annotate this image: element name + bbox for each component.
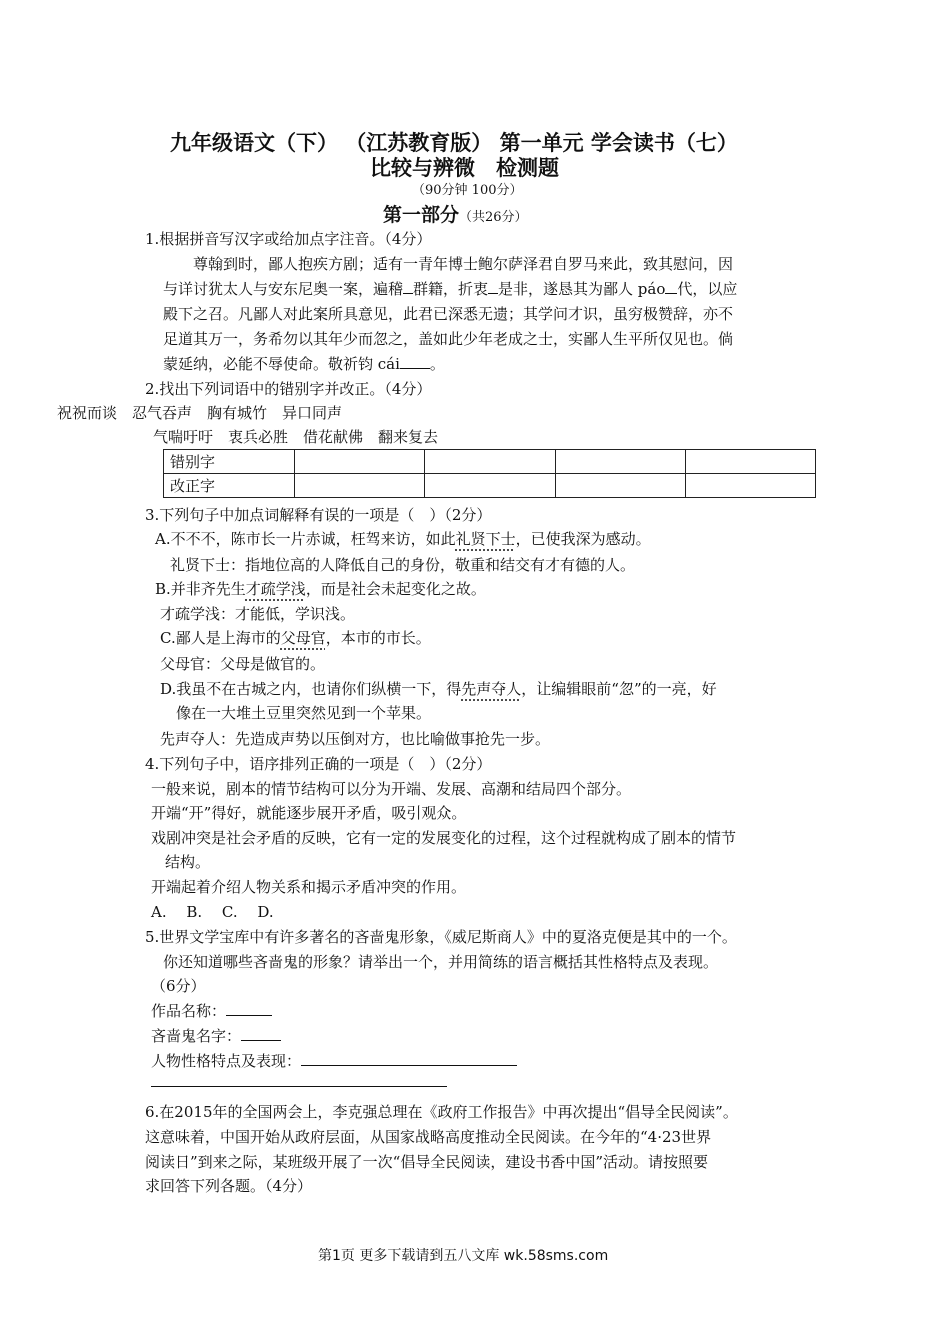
table-row: [164, 474, 816, 498]
q3-d-explanation: 先声夺人：先造成声势以压倒对方，也比喻做事抢先一步。: [160, 730, 551, 748]
q1-passage-line1: 尊翰到时，鄙人抱疾方剧；适有一青年博士鲍尔萨泽君自罗马来此，致其慰问，因: [193, 255, 734, 273]
row-label-wrong: 错别字: [164, 450, 295, 474]
q5-traits-label: 人物性格特点及表现：: [151, 1052, 302, 1070]
q3-c-post: ，本市的市长。: [325, 629, 431, 647]
q1-passage-line5: [163, 352, 445, 376]
q2-stem: 2.找出下列词语中的错别字并改正。（4分）: [145, 380, 432, 398]
doc-subtitle: （90分钟 100分）: [412, 183, 523, 198]
q3-a-pre: A.不不不，陈市长一片赤诚，枉驾来访，如此: [155, 530, 456, 548]
q3-option-b: [155, 577, 486, 601]
q2-words-line2: 气喘吁吁 衷兵必胜 借花献佛 翻来复去: [153, 428, 439, 446]
correction-table: [163, 449, 816, 498]
answer-cell[interactable]: [685, 474, 815, 498]
q4-stem: 4.下列句子中，语序排列正确的一项是（ ）（2分）: [145, 755, 492, 773]
q4-sentence-4: 开端起着介绍人物关系和揭示矛盾冲突的作用。: [151, 878, 467, 896]
q3-b-dotted: 才疏学浅: [245, 580, 306, 598]
q3-c-pre: C.鄙人是上海市的: [160, 629, 281, 647]
q3-a-explanation: 礼贤下士：指地位高的人降低自己的身份，敬重和结交有才有德的人。: [170, 556, 636, 574]
q2-words-line1: 祝祝而谈 忍气吞声 胸有城竹 异口同声: [57, 404, 343, 422]
q5-traits-field: [151, 1049, 517, 1073]
table-row: [164, 450, 816, 474]
q4-sentence-3: 戏剧冲突是社会矛盾的反映，它有一定的发展变化的过程，这个过程就构成了剧本的情节: [151, 829, 737, 847]
q3-c-dotted: 父母官: [280, 629, 326, 647]
q3-b-explanation: 才疏学浅：才能低，学识浅。: [160, 605, 356, 623]
q6-line3: 阅读日”到来之际，某班级开展了一次“倡导全民阅读，建设书香中国”活动。请按照要: [145, 1153, 709, 1171]
q3-option-a: [155, 527, 651, 551]
blank-ji[interactable]: [403, 277, 413, 294]
answer-cell[interactable]: [295, 450, 425, 474]
work-name-blank[interactable]: [226, 999, 272, 1016]
q1-stem: 1.根据拼音写汉字或给加点字注音。（4分）: [145, 230, 432, 248]
q3-option-c: [160, 626, 431, 650]
q3-d-dotted: 先声夺人: [461, 680, 522, 698]
answer-cell[interactable]: [685, 450, 815, 474]
doc-title-line2: 比较与辨微 检测题: [370, 156, 559, 180]
q1-p2a: 与详讨犹太人与安东尼奥一案，遍稽: [163, 280, 404, 298]
q5-name-field: [151, 1024, 281, 1048]
q1-p2b: 群籍，折衷: [413, 280, 489, 298]
miser-name-blank[interactable]: [241, 1024, 281, 1041]
q6-line2: 这意味着，中国开始从政府层面，从国家战略高度推动全民阅读。在今年的“4·23世界: [145, 1128, 712, 1146]
q3-b-post: ，而是社会未起变化之故。: [305, 580, 486, 598]
answer-cell[interactable]: [555, 450, 685, 474]
q6-line4: 求回答下列各题。（4分）: [145, 1177, 313, 1195]
q5-name-label: 吝啬鬼名字：: [151, 1027, 242, 1045]
traits-blank[interactable]: [301, 1049, 517, 1066]
q3-stem: 3.下列句子中加点词解释有误的一项是（ ）（2分）: [145, 506, 492, 524]
q5-work-field: [151, 999, 272, 1023]
answer-cell[interactable]: [555, 474, 685, 498]
part-title: 第一部分: [383, 204, 460, 226]
blank-zhong[interactable]: [488, 277, 498, 294]
traits-answer-line[interactable]: [151, 1086, 447, 1087]
q1-passage-line3: 殿下之召。凡鄙人对此案所具意见，此君已深悉无遗；其学问才识，虽穷极赞辞，亦不: [163, 305, 734, 323]
page-footer: 第1页 更多下载请到五八文库 wk.58sms.com: [318, 1248, 609, 1264]
q4-sentence-1: 一般来说，剧本的情节结构可以分为开端、发展、高潮和结局四个部分。: [151, 780, 632, 798]
q3-option-d: [160, 677, 717, 701]
part-score: （共26分）: [459, 210, 528, 225]
q5-score: （6分）: [151, 977, 206, 995]
blank-pao[interactable]: [665, 277, 677, 294]
q5-work-label: 作品名称：: [151, 1002, 227, 1020]
part-heading: [383, 200, 528, 227]
q5-stem-line2: 你还知道哪些吝啬鬼的形象？请举出一个，并用简练的语言概括其性格特点及表现。: [163, 953, 719, 971]
answer-cell[interactable]: [425, 450, 555, 474]
q4-sentence-3-cont: 结构。: [165, 853, 211, 871]
q3-b-pre: B.并非齐先生: [155, 580, 246, 598]
q5-stem-line1: 5.世界文学宝库中有许多著名的吝啬鬼形象，《威尼斯商人》中的夏洛克便是其中的一个。: [145, 928, 737, 946]
answer-cell[interactable]: [295, 474, 425, 498]
q3-d-post: ，让编辑眼前“忽”的一亮，好: [521, 680, 717, 698]
q1-p5b: 。: [429, 355, 445, 373]
q3-d-pre: D.我虽不在古城之内，也请你们纵横一下，得: [160, 680, 462, 698]
q3-a-dotted: 礼贤下士: [455, 530, 516, 548]
row-label-correct: 改正字: [164, 474, 295, 498]
answer-cell[interactable]: [425, 474, 555, 498]
q1-passage-line4: 足道其万一，务希勿以其年少而忽之，盖如此少年老成之士，实鄙人生平所仅见也。倘: [163, 330, 734, 348]
q3-c-explanation: 父母官：父母是做官的。: [160, 655, 326, 673]
q1-passage-line2: [163, 277, 737, 301]
q6-line1: 6.在2015年的全国两会上，李克强总理在《政府工作报告》中再次提出“倡导全民阅读”。: [145, 1103, 738, 1121]
q1-p2d: 代，以应: [677, 280, 738, 298]
q1-p2c: 是非，遂恳其为鄙人 páo: [498, 280, 666, 298]
doc-title-line1: 九年级语文（下） （江苏教育版） 第一单元 学会读书（七）: [170, 131, 738, 155]
q4-sentence-2: 开端“开”得好，就能逐步展开矛盾，吸引观众。: [151, 804, 467, 822]
q3-a-post: ，已使我深为感动。: [515, 530, 651, 548]
blank-cai[interactable]: [400, 352, 430, 369]
q4-options: A. B. C. D.: [151, 903, 274, 921]
q3-d-continued: 像在一大堆土豆里突然见到一个苹果。: [176, 704, 432, 722]
q1-p5a: 蒙延纳，必能不辱使命。敬祈钧 cái: [163, 355, 400, 373]
